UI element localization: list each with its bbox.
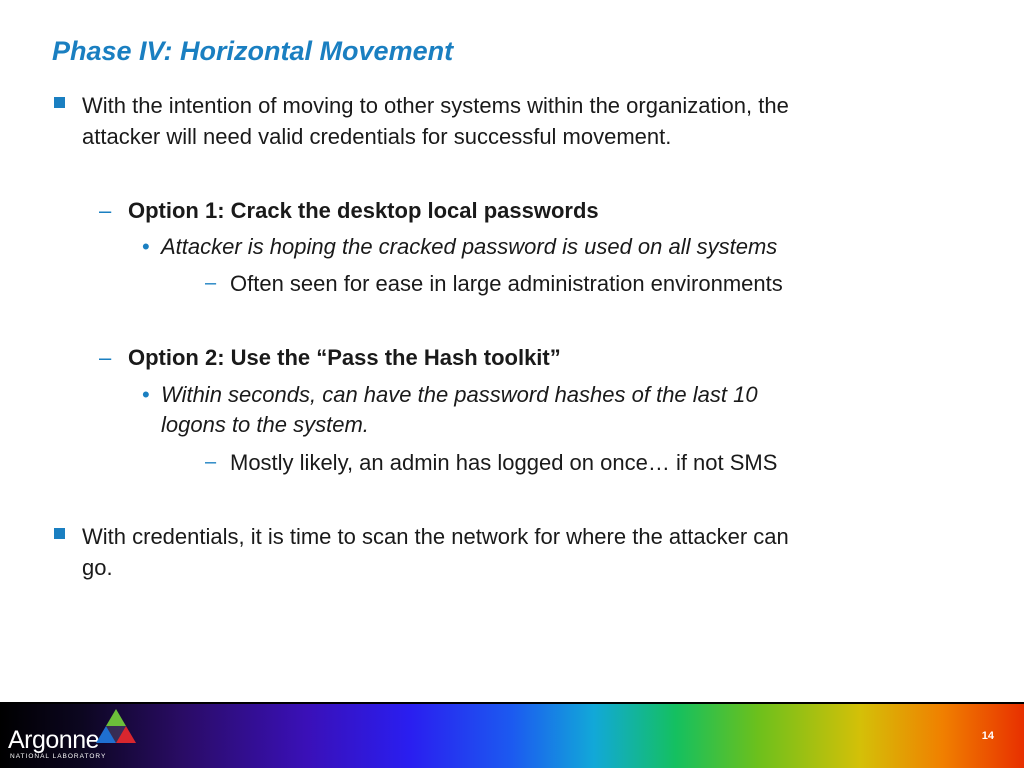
dot-bullet-icon: • <box>142 234 150 259</box>
bullet-text: attacker will need valid credentials for successful movement. <box>82 124 672 149</box>
argonne-logo <box>8 708 138 764</box>
sub-bullet-text: Within seconds, can have the password hashes of the last 10 <box>161 382 758 407</box>
page-number: 14 <box>981 730 994 742</box>
dash-bullet-icon: – <box>99 345 112 370</box>
bullet-text: go. <box>82 555 113 580</box>
square-bullet-icon <box>54 528 65 539</box>
square-bullet-icon <box>54 97 65 108</box>
argonne-triangle-logo-icon <box>96 708 136 744</box>
sub-bullet-text: Attacker is hoping the cracked password is used on all systems <box>161 234 778 259</box>
bullet-text: With credentials, it is time to scan the network for where the attacker can <box>82 524 789 549</box>
dot-bullet-icon: • <box>142 382 150 407</box>
logo-subtitle: NATIONAL LABORATORY <box>10 753 107 760</box>
dash-bullet-icon: – <box>99 198 112 223</box>
footer-spectrum-bar <box>0 704 1024 768</box>
subsub-bullet-text: Often seen for ease in large administration environments <box>230 271 783 296</box>
dash-bullet-icon: – <box>205 272 217 294</box>
logo-name: Argonne <box>8 726 100 754</box>
option-heading: Option 2: Use the “Pass the Hash toolkit” <box>128 345 561 370</box>
slide-title: Phase IV: Horizontal Movement <box>52 36 454 66</box>
sub-bullet-text: logons to the system. <box>161 412 369 437</box>
dash-bullet-icon: – <box>205 451 217 473</box>
bullet-text: With the intention of moving to other systems within the organization, the <box>82 93 789 118</box>
option-heading: Option 1: Crack the desktop local passwords <box>128 198 599 223</box>
subsub-bullet-text: Mostly likely, an admin has logged on once… if not SMS <box>230 450 778 475</box>
